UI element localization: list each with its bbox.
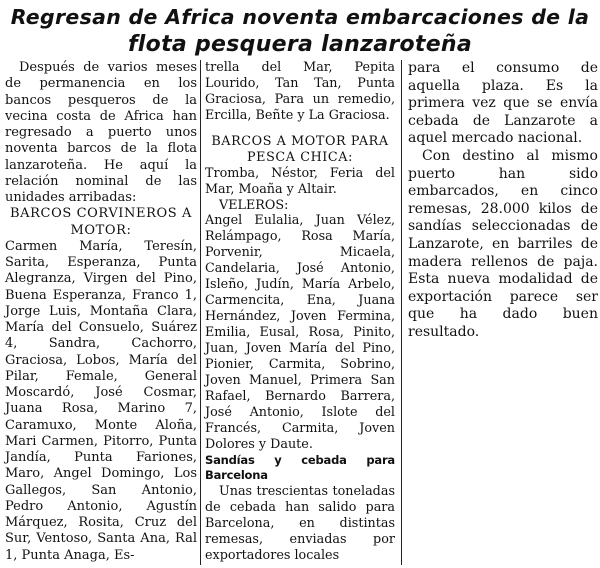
section-heading-corvineros: BARCOS CORVINEROS A MOTOR: <box>10 206 192 238</box>
column-1 <box>5 60 197 564</box>
veleros-list: Angel Eulalia, Juan Vélez, Relámpago, Rosa María, Porvenir, Micaela, Candelaria, José Antonio, Isleño, Judín, María Arbelo, Carmencita, Ena, Juana Hernández, Joven Fermina, Emilia, Eusal, Rosa, Pinito, Juan, Joven María del Pino, Pionier, Carmita, Sobrino, Joven Manuel, Primera San Rafael, Bernardo Barrera, José Antonio, Islote del Francés, Carmita, Joven Dolores y Daute. <box>205 213 395 452</box>
corvineros-list: Carmen María, Teresín, Sarita, Esperanza, Punta Alegranza, Virgen del Pino, Buena Esperanza, Franco 1, Jorge Luis, Montaña Clara, María del Consuelo, Suárez 4, Sandra, Cachorro, Graciosa, Lobos, María del Pilar, Female, General Moscardó, José Cosmar, Juana Rosa, Marino 7, Caramuxo, Monte Aloña, Mari Carmen, Pitorro, Punta Jandía, Punta Fariones, Maro, Angel Domingo, Los Gallegos, San Antonio, Pedro Antonio, Agustín Márquez, Rosita, Cruz del Sur, Ventoso, Santa Ana, Ral 1, Punta Anaga, Es- <box>5 238 197 563</box>
sandias-paragraph: Con destino al mismo puerto han sido embarcados, en cinco remesas, 28.000 kilos de sandías seleccionadas de Lanzarote, en barriles de madera rellenos de paja. Esta nueva modalidad de exportación parece ser que ha dado buen resultado. <box>408 147 598 340</box>
column-divider <box>200 60 201 565</box>
section-heading-veleros: VELEROS: <box>219 197 289 213</box>
headline-line-1: Regresan de Africa noventa embarcaciones de la <box>10 5 590 29</box>
intro-paragraph: Después de varios meses de permanencia en los bancos pesqueros de la vecina costa de Africa han regresado a puerto unos noventa barcos de la flota lanzaroteña. He aquí la relación nominal de las unidades arribadas: <box>5 60 197 205</box>
cebada-paragraph: Unas trescientas toneladas de cebada han salido para Barcelona, en distintas remesas, enviadas por exportadores locales <box>205 484 395 564</box>
column-3 <box>408 60 598 342</box>
column-2-continuation: trella del Mar, Pepita Lourido, Tan Tan, Punta Graciosa, Para un remedio, Ercilla, Beñte y La Graciosa. <box>205 60 395 123</box>
column-divider <box>401 60 402 565</box>
pesca-chica-list: Tromba, Néstor, Feria del Mar, Moaña y Altair. <box>205 165 395 197</box>
subheadline-sandias-cebada: Sandías y cebada para Barcelona <box>205 452 395 483</box>
section-heading-pesca-chica: BARCOS A MOTOR PARA PESCA CHICA: <box>211 133 389 165</box>
column-2 <box>205 60 395 564</box>
column-3-continuation: para el consumo de aquella plaza. Es la primera vez que se envía cebada de Lanzarote a aquel mercado nacional. <box>408 60 598 147</box>
headline-line-2: flota pesquera lanzaroteña <box>127 32 473 57</box>
article-headline <box>6 4 594 58</box>
